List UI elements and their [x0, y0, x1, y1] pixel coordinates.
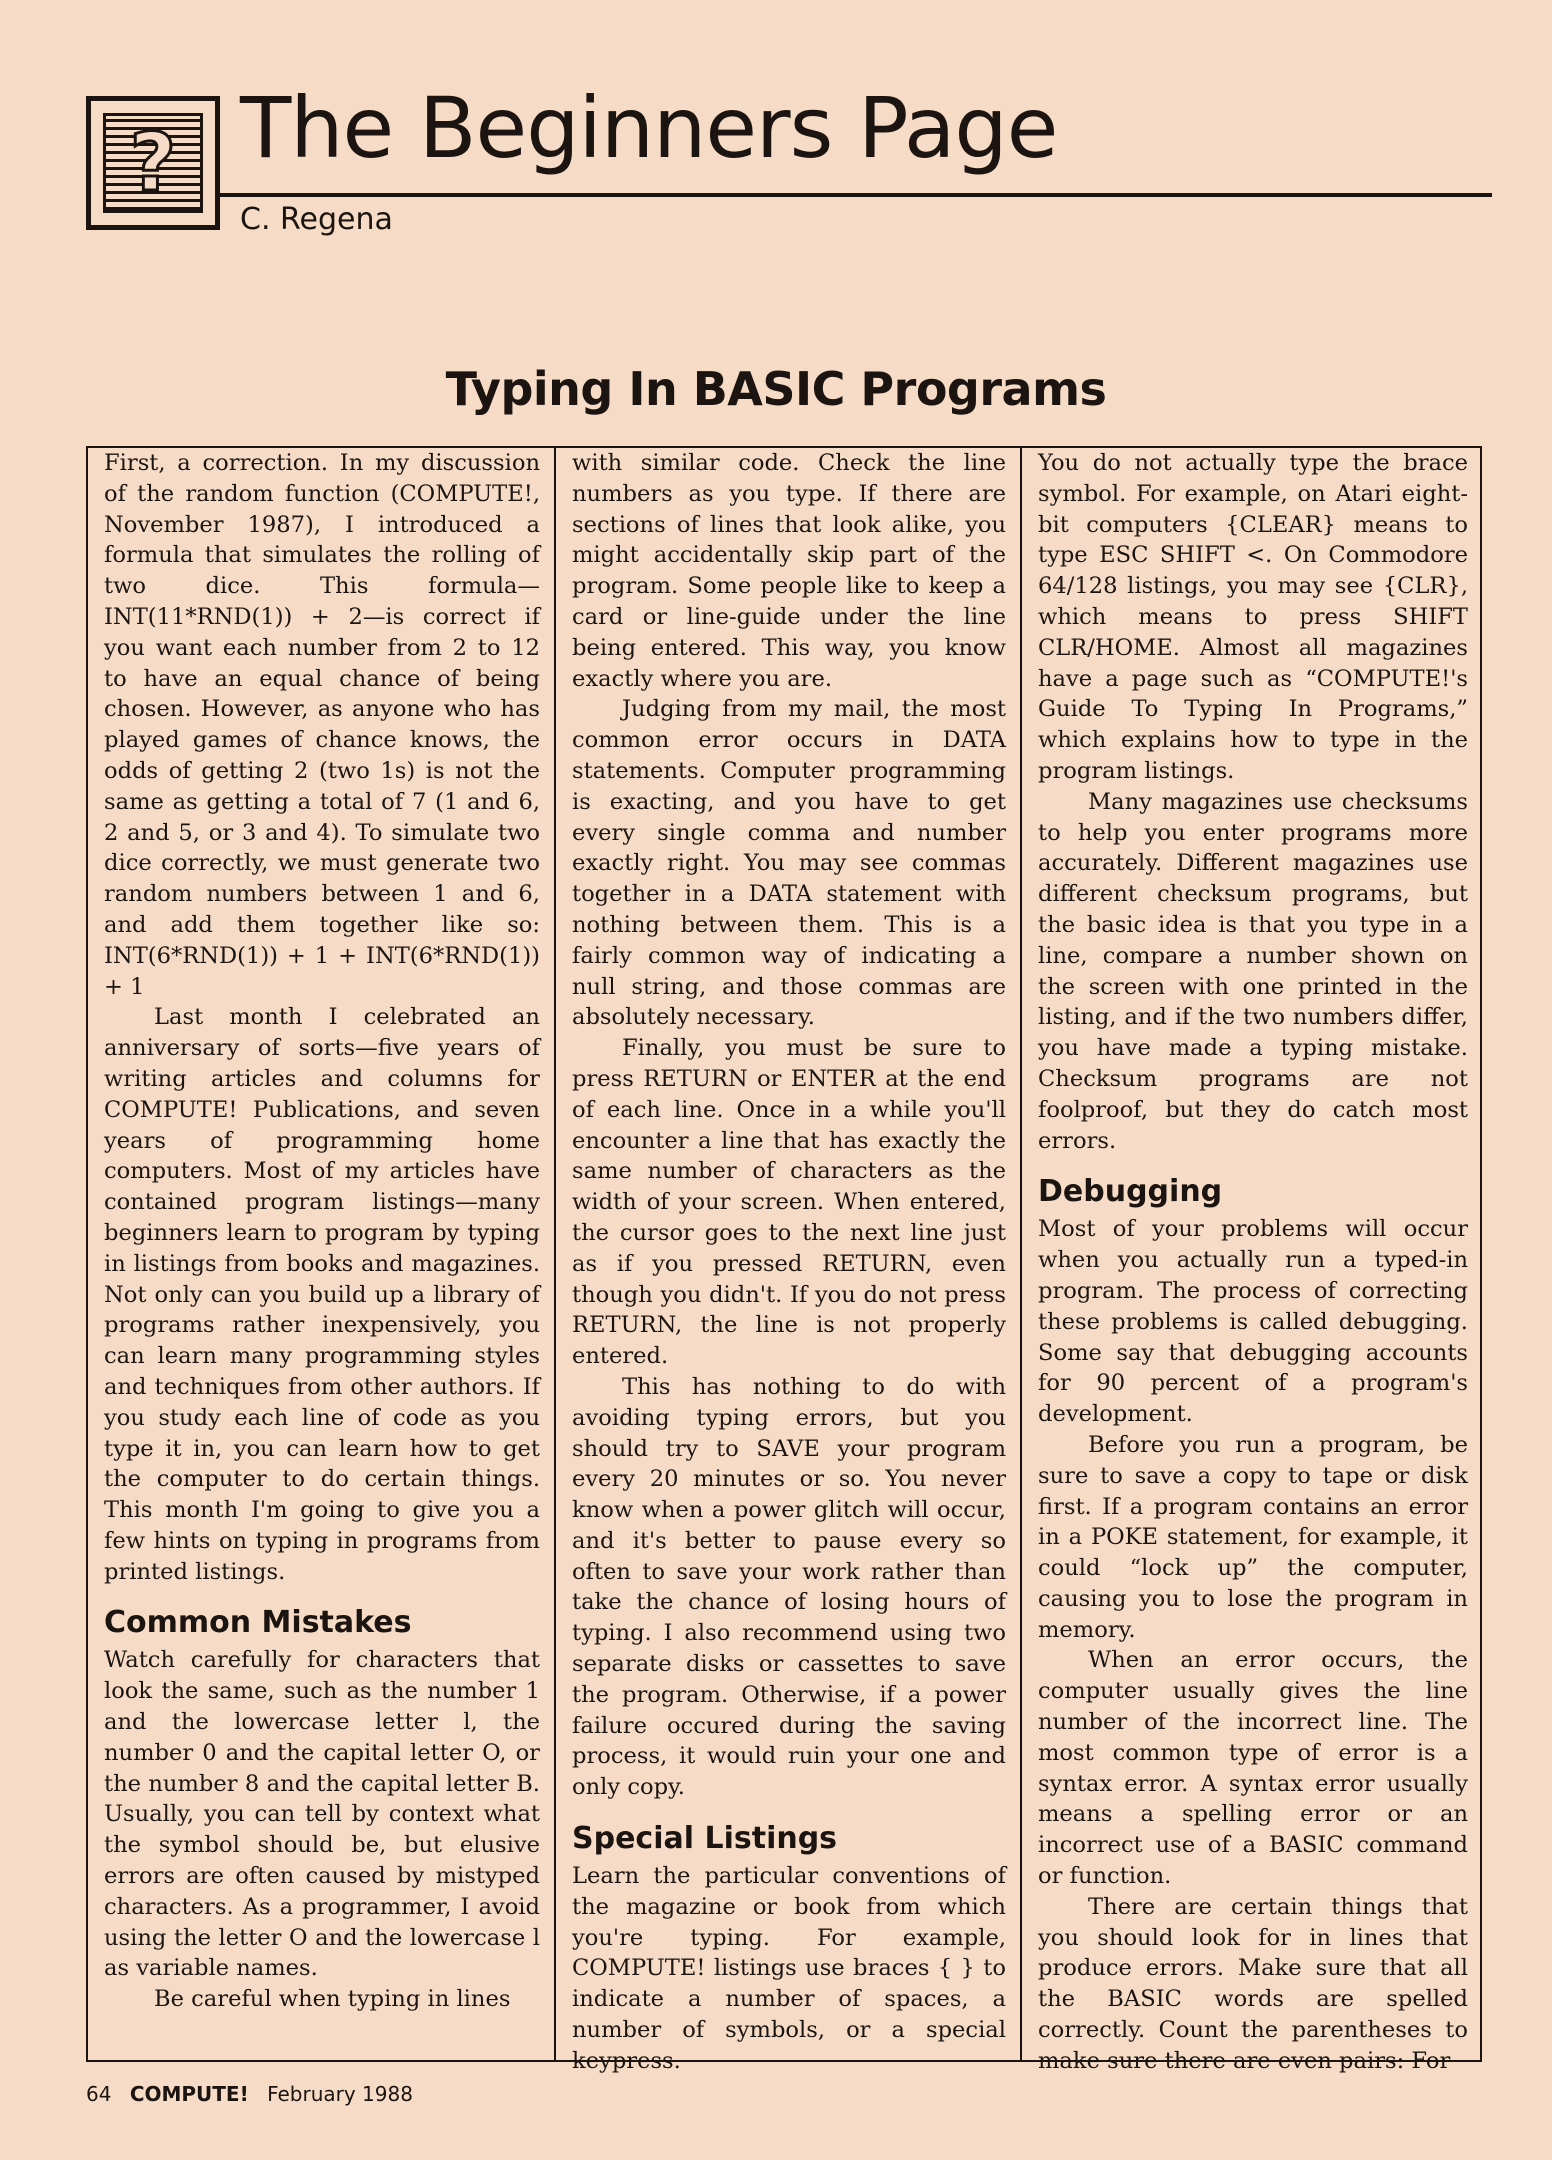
section-heading-debugging: Debugging: [1038, 1174, 1223, 1210]
column-logo: [86, 96, 220, 230]
paragraph: Be careful when typing in lines: [154, 1986, 511, 2013]
title-rule: [220, 193, 1492, 197]
question-mark-icon: [103, 113, 203, 213]
logo-glyph: ?: [129, 116, 177, 209]
paragraph: Before you run a program, be sure to save a copy to tape or disk first. If a program contains an error in a POKE statement, for example, it could “lock up” the computer, causing you to lose the program in memory.: [1038, 1431, 1468, 1643]
page-number: 64: [86, 2082, 112, 2106]
column-2: [554, 448, 1020, 2074]
paragraph: Watch carefully for characters that look the same, such as the number 1 and the lowercase letter l, the number 0 and the capital letter O, or the number 8 and the capital letter B. Usually, you can tell by context what the symbol should be, but elusive errors are often caused by mistyped characters. As a programmer, I avoid using the letter O and the lowercase l as variable names.: [104, 1647, 540, 1982]
author-byline: C. Regena: [240, 202, 393, 237]
column-1: [88, 448, 554, 2060]
article-body: [86, 446, 1482, 2074]
paragraph: Learn the particular conventions of the magazine or book from which you're typing. For example, COMPUTE! listings use braces { } to indicate a number of spaces, a number of symbols, or a special keypress.: [572, 1863, 1006, 2074]
section-heading-special-listings: Special Listings: [572, 1821, 838, 1857]
paragraph: with similar code. Check the line numbers as you type. If there are sections of lines that look alike, you might accidentally skip part of the program. Some people like to keep a card or line-guide under the line being entered. This way, you know exactly where you are.: [572, 450, 1006, 692]
paragraph: Judging from my mail, the most common error occurs in DATA statements. Computer programming is exacting, and you have to get every single comma and number exactly right. You may see commas together in a DATA statement with nothing between them. This is a fairly common way of indicating a null string, and those commas are absolutely necessary.: [572, 696, 1006, 1031]
paragraph: Last month I celebrated an anniversary of sorts—five years of writing articles and columns for COMPUTE! Publications, and seven years of programming home computers. Most of my articles have contained program listings—many beginners learn to program by typing in listings from books and magazines. Not only can you build up a library of programs rather inexpensively, you can learn many programming styles and techniques from other authors. If you study each line of code as you type it in, you can learn how to get the computer to do certain things. This month I'm going to give you a few hints on typing in programs from printed listings.: [104, 1004, 540, 1585]
paragraph: Most of your problems will occur when you actually run a typed-in program. The process of correcting these problems is called debugging. Some say that debugging accounts for 90 percent of a program's development.: [1038, 1216, 1468, 1428]
column-3: [1020, 448, 1482, 2074]
article-title: Typing In BASIC Programs: [445, 362, 1107, 416]
paragraph: When an error occurs, the computer usually gives the line number of the incorrect line. The most common type of error is a syntax error. A syntax error usually means a spelling error or an incorrect use of a BASIC command or function.: [1038, 1647, 1468, 1890]
paragraph: Finally, you must be sure to press RETURN or ENTER at the end of each line. Once in a while you'll encounter a line that has exactly the same number of characters as the width of your screen. When entered, the cursor goes to the next line just as if you pressed RETURN, even though you didn't. If you do not press RETURN, the line is not properly entered.: [572, 1035, 1006, 1370]
page-title: The Beginners Page: [240, 79, 1058, 177]
paragraph: You do not actually type the brace symbol. For example, on Atari eight-bit computers {CLEAR} means to type ESC SHIFT <. On Commodore 64/128 listings, you may see {CLR}, which means to press SHIFT CLR/HOME. Almost all magazines have a page such as “COMPUTE!'s Guide To Typing In Programs,” which explains how to type in the program listings.: [1038, 450, 1468, 784]
section-heading-common-mistakes: Common Mistakes: [104, 1605, 412, 1641]
paragraph: There are certain things that you should look for in lines that produce errors. Make sure that all the BASIC words are spelled correctly. Count the parentheses to make sure there are even pairs: For: [1038, 1893, 1468, 2074]
magazine-name: COMPUTE!: [129, 2082, 249, 2106]
issue-date: February 1988: [267, 2082, 413, 2106]
paragraph: This has nothing to do with avoiding typing errors, but you should try to SAVE your program every 20 minutes or so. You never know when a power glitch will occur, and it's better to pause every so often to save your work rather than take the chance of losing hours of typing. I also recommend using two separate disks or cassettes to save the program. Otherwise, if a power failure occured during the saving process, it would ruin your one and only copy.: [572, 1373, 1006, 1801]
paragraph: First, a correction. In my discussion of the random function (COMPUTE!, November 1987), I introduced a formula that simulates the rolling of two dice. This formula—INT(11*RND(1)) + 2—is correct if you want each number from 2 to 12 to have an equal chance of being chosen. However, as anyone who has played games of chance knows, the odds of getting 2 (two 1s) is not the same as getting a total of 7 (1 and 6, 2 and 5, or 3 and 4). To simulate two dice correctly, we must generate two random numbers between 1 and 6, and add them together like so: INT(6*RND(1)) + 1 + INT(6*RND(1)) + 1: [104, 450, 540, 1000]
paragraph: Many magazines use checksums to help you enter programs more accurately. Different magazines use different checksum programs, but the basic idea is that you type in a line, compare a number shown on the screen with one printed in the listing, and if the two numbers differ, you have made a typing mistake. Checksum programs are not foolproof, but they do catch most errors.: [1038, 788, 1468, 1154]
page-footer: [86, 2082, 425, 2106]
